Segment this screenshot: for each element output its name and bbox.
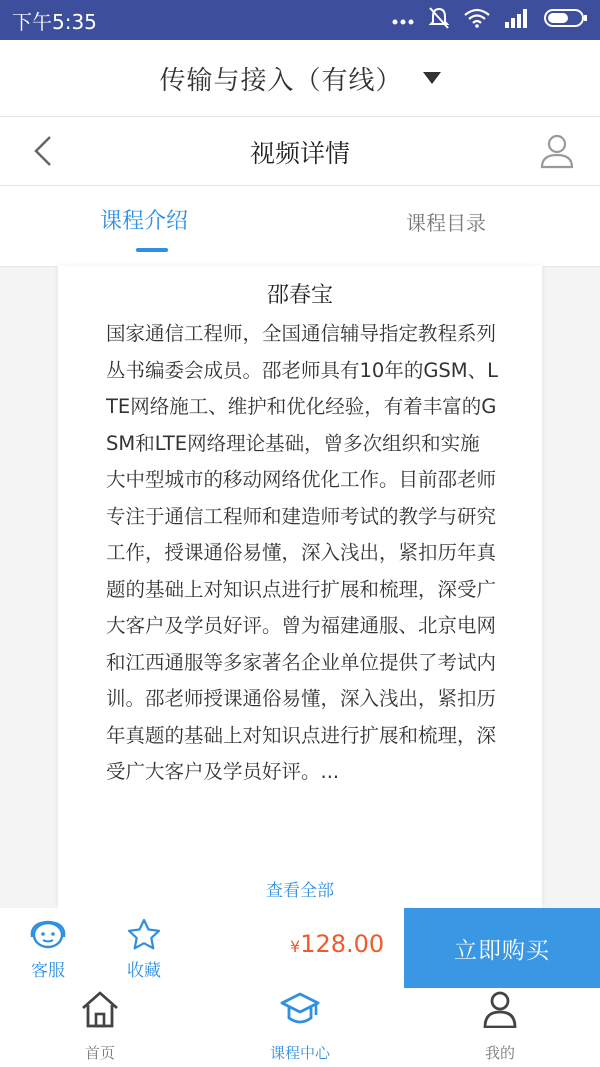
price xyxy=(290,930,384,958)
course-tabs xyxy=(0,186,600,267)
category-title: 传输与接入（有线） xyxy=(159,65,403,96)
teacher-card xyxy=(58,266,542,908)
mute-icon xyxy=(428,6,450,34)
active-tab-indicator xyxy=(136,248,168,252)
more-dots-icon xyxy=(392,11,414,30)
price-value: 128.00 xyxy=(300,930,385,958)
caret-down-icon xyxy=(423,72,441,84)
favorite-label: 收藏 xyxy=(127,961,161,981)
tab-course-catalog[interactable]: 课程目录 xyxy=(406,211,486,235)
customer-service-label: 客服 xyxy=(31,961,65,981)
star-icon xyxy=(114,918,174,954)
tab-home[interactable] xyxy=(40,990,160,1063)
currency-symbol: ¥ xyxy=(290,937,301,956)
page-title: 视频详情 xyxy=(249,139,350,168)
customer-service-button[interactable] xyxy=(18,918,78,981)
bottom-tab-bar xyxy=(0,988,600,1067)
headset-icon xyxy=(18,918,78,954)
tab-home-label: 首页 xyxy=(84,1044,115,1062)
person-icon xyxy=(440,990,560,1032)
home-icon xyxy=(40,990,160,1032)
status-time: 下午5:35 xyxy=(12,10,97,34)
tab-course-center-label: 课程中心 xyxy=(269,1044,330,1062)
status-bar xyxy=(0,0,600,40)
view-all-link[interactable]: 查看全部 xyxy=(266,881,334,901)
wifi-icon xyxy=(464,8,490,32)
purchase-bar xyxy=(0,908,600,988)
tab-course-intro[interactable]: 课程介绍 xyxy=(100,209,189,234)
user-profile-icon[interactable] xyxy=(540,133,574,169)
tab-mine[interactable] xyxy=(440,990,560,1063)
nav-bar xyxy=(0,117,600,186)
teacher-bio: 国家通信工程师，全国通信辅导指定教程系列丛书编委会成员。邵老师具有10年的GSM、LTE网络施工、维护和优化经验，有着丰富的GSM和LTE网络理论基础，曾多次组织和实施大中型城市的移动网络优化工作。目前邵老师专注于通信工程师和建造师考试的教学与研究工作，授课通俗易懂，深入浅出，紧扣历年真题的基础上对知识点进行扩展和梳理，深受广大客户及学员好评。曾为福建通服、北京电网和江西通服等多家著名企业单位提供了考试内训。邵老师授课通俗易懂，深入浅出，紧扣历年真题的基础上对知识点进行扩展和梳理，深受广大客户及学员好评。... xyxy=(106,322,498,783)
tab-course-center[interactable] xyxy=(240,990,360,1063)
battery-icon xyxy=(544,8,588,32)
graduation-cap-icon xyxy=(240,990,360,1032)
status-icons xyxy=(392,6,588,34)
favorite-button[interactable] xyxy=(114,918,174,981)
teacher-name: 邵春宝 xyxy=(266,283,333,308)
buy-now-button[interactable]: 立即购买 xyxy=(404,908,600,988)
category-selector[interactable] xyxy=(0,40,600,117)
tab-mine-label: 我的 xyxy=(484,1044,515,1062)
signal-icon xyxy=(504,8,530,32)
